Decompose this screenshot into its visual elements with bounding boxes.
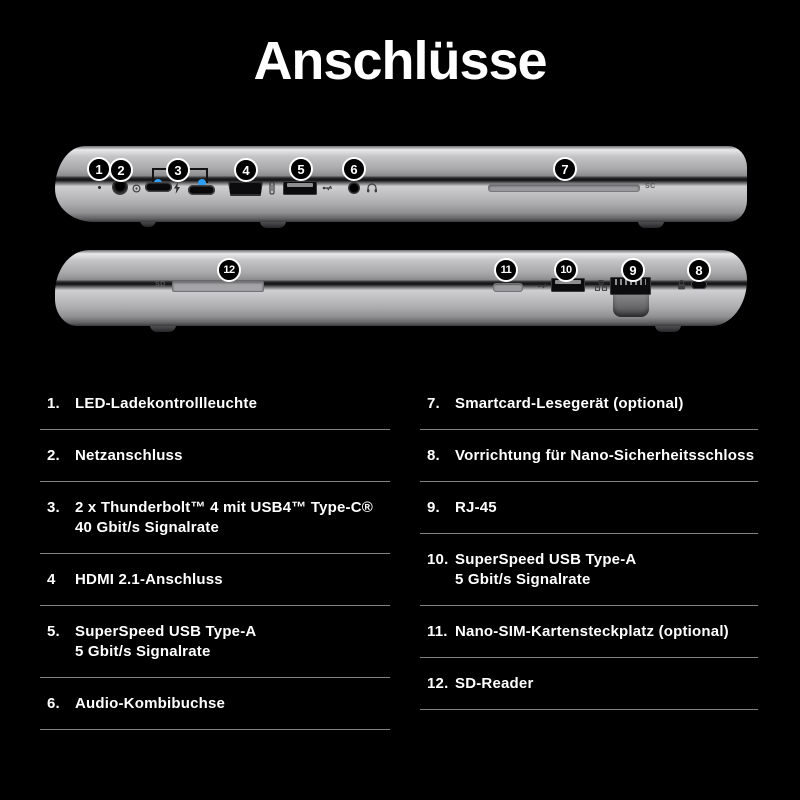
legend-text: Nano-SIM-Kartensteckplatz (optional) <box>455 623 729 640</box>
callout-8: 8 <box>687 258 711 282</box>
legend-item-7 <box>420 378 758 430</box>
audio-jack-port <box>348 182 360 194</box>
led-indicator <box>98 186 101 189</box>
callout-11: 11 <box>494 258 518 282</box>
legend-text: Audio-Kombibuchse <box>75 695 226 712</box>
callout-4: 4 <box>234 158 258 182</box>
legend-item-2 <box>40 430 390 482</box>
legend-column-left <box>40 378 390 730</box>
smartcard-label: SC <box>645 183 656 190</box>
legend-number: 9. <box>427 499 440 516</box>
legend-text: SD-Reader <box>455 675 534 692</box>
callout-10: 10 <box>554 258 578 282</box>
callout-2: 2 <box>109 158 133 182</box>
usb-a-tab <box>287 183 313 187</box>
legend-number: 11. <box>427 623 448 640</box>
legend-item-10 <box>420 534 758 606</box>
callout-9: 9 <box>621 258 645 282</box>
lock-icon <box>677 279 686 290</box>
legend-number: 10. <box>427 551 449 568</box>
legend-text: SuperSpeed USB Type-A 5 Gbit/s Signalrate <box>75 623 257 660</box>
legend-text: SuperSpeed USB Type-A 5 Gbit/s Signalrate <box>455 551 637 588</box>
hdmi-port <box>228 181 263 196</box>
usb-c-port-2 <box>188 185 215 195</box>
legend-item-4 <box>40 554 390 606</box>
legend-text: RJ-45 <box>455 499 497 516</box>
usb-a-port <box>283 181 317 195</box>
legend-text: LED-Ladekontrollleuchte <box>75 395 258 412</box>
legend-text: Netzanschluss <box>75 447 183 464</box>
legend-number: 4 <box>47 571 56 588</box>
headphone-icon <box>366 182 378 193</box>
legend-item-11 <box>420 606 758 658</box>
legend-text: Smartcard-Lesegerät (optional) <box>455 395 684 412</box>
callout-1: 1 <box>87 157 111 181</box>
legend-number: 3. <box>47 499 60 516</box>
nano-sim-slot <box>493 283 523 292</box>
legend-number: 6. <box>47 695 60 712</box>
callout-6: 6 <box>342 157 366 181</box>
callout-7: 7 <box>553 157 577 181</box>
legend-number: 8. <box>427 447 440 464</box>
legend-column-right <box>420 378 758 710</box>
usb-c-port-1 <box>145 182 172 192</box>
callout-12: 12 <box>217 258 241 282</box>
legend-number: 7. <box>427 395 440 412</box>
legend-number: 12. <box>427 675 449 692</box>
power-icon <box>132 184 141 193</box>
ethernet-icon <box>595 280 607 291</box>
rj45-drop-jaw <box>613 293 649 317</box>
hdmi-icon <box>269 181 275 195</box>
legend-number: 1. <box>47 395 60 412</box>
legend-text: Vorrichtung für Nano-Sicherheitsschloss <box>455 447 755 464</box>
legend-item-8 <box>420 430 758 482</box>
sd-label: SD <box>155 281 166 288</box>
sd-card-slot <box>172 281 264 292</box>
legend-item-5 <box>40 606 390 678</box>
legend-text: HDMI 2.1-Anschluss <box>75 571 223 588</box>
legend-item-9 <box>420 482 758 534</box>
legend-item-6 <box>40 678 390 730</box>
legend-text: 2 x Thunderbolt™ 4 mit USB4™ Type-C® 40 Gbit/s Signalrate <box>75 499 374 536</box>
callout-3: 3 <box>166 158 190 182</box>
smartcard-slot <box>488 184 640 192</box>
legend-item-1 <box>40 378 390 430</box>
page-title: Anschlüsse <box>253 31 547 91</box>
laptop-left-side-view <box>55 146 747 222</box>
usb-icon <box>537 281 549 291</box>
legend-number: 2. <box>47 447 60 464</box>
legend-item-3 <box>40 482 390 554</box>
legend-item-12 <box>420 658 758 710</box>
callout-5: 5 <box>289 157 313 181</box>
legend-number: 5. <box>47 623 60 640</box>
thunderbolt-icon <box>173 182 181 194</box>
laptop-right-side-view <box>55 250 747 326</box>
usb-icon <box>322 183 334 193</box>
